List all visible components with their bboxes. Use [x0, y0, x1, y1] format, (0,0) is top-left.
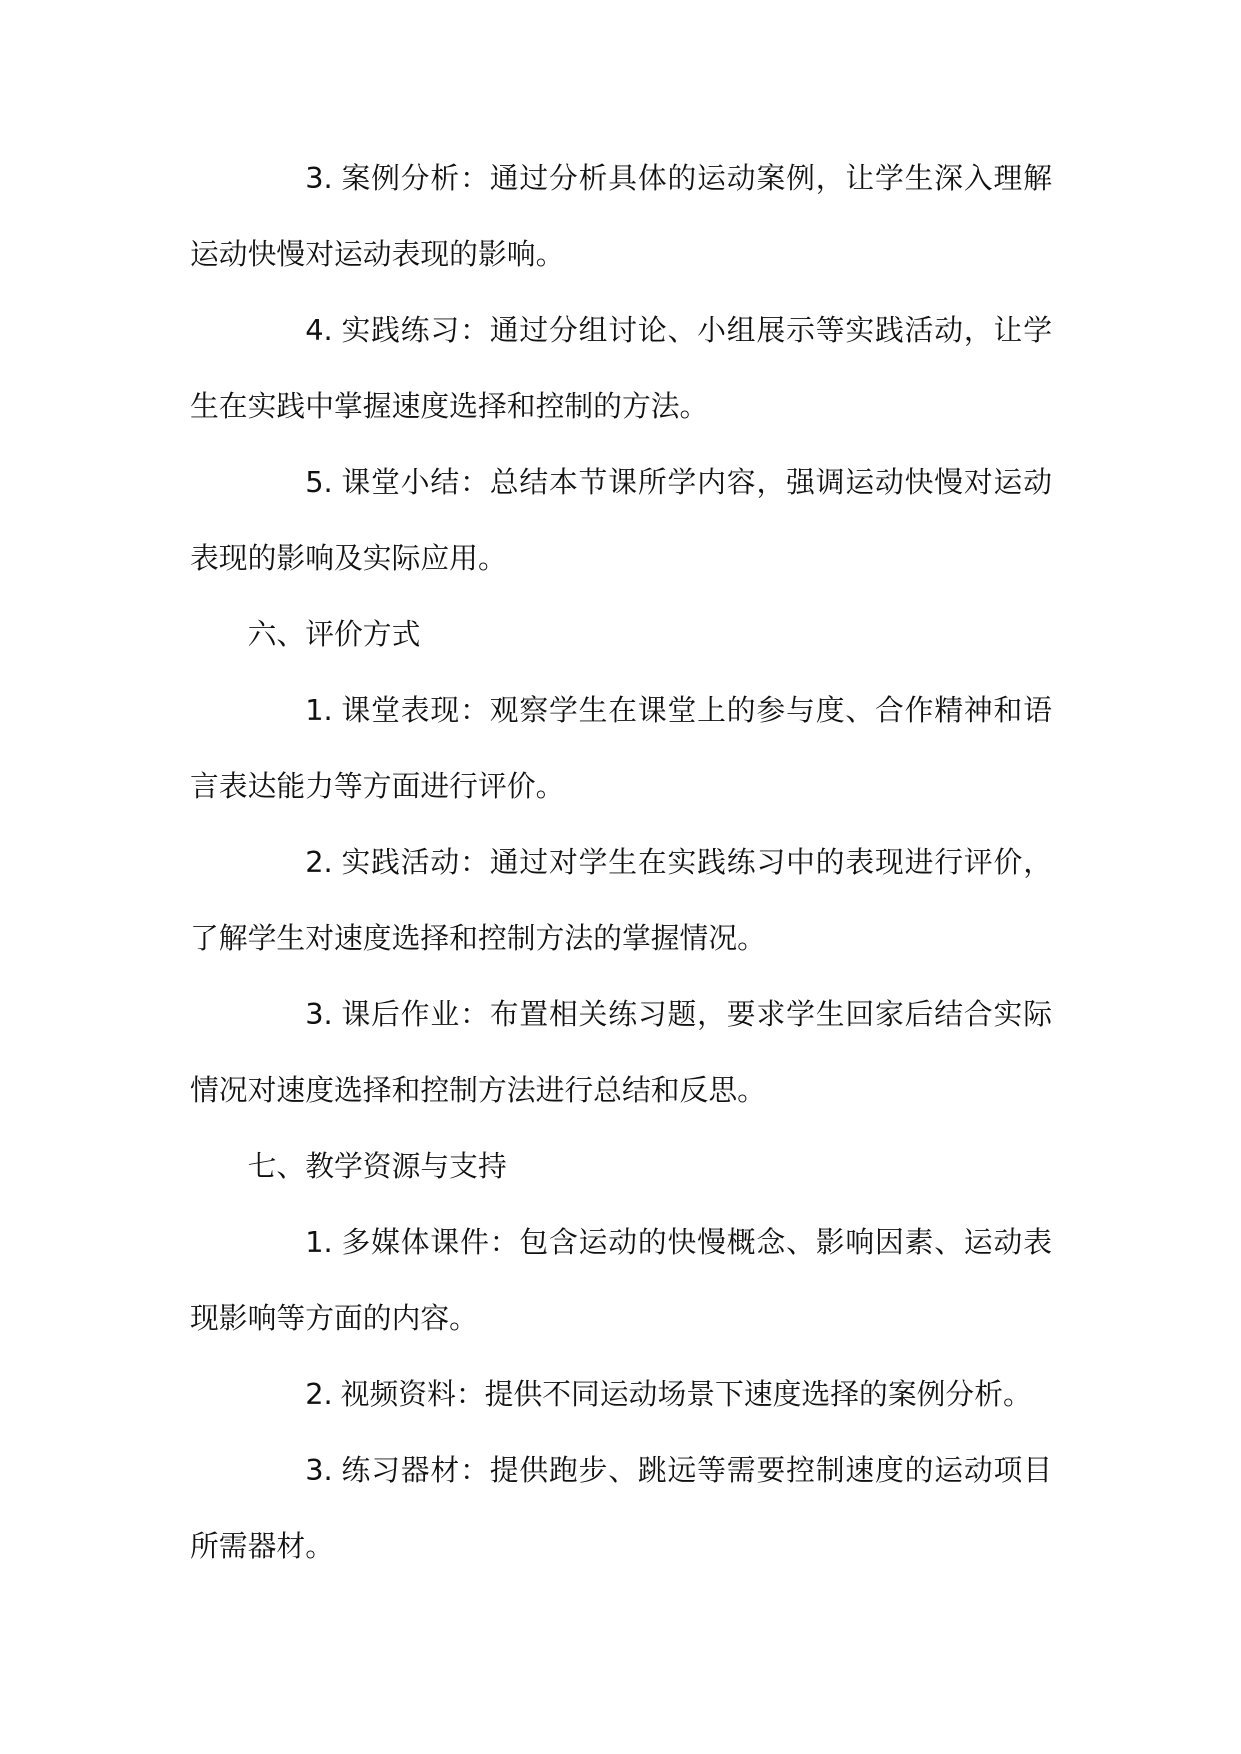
- item-text: 实践活动：通过对学生在实践练习中的表现进行评价，了解学生对速度选择和控制方法的掌握情况。: [190, 845, 1052, 955]
- item-text: 实践练习：通过分组讨论、小组展示等实践活动，让学生在实践中掌握速度选择和控制的方法。: [190, 313, 1052, 423]
- item-number: 2.: [305, 845, 333, 879]
- item-number: 2.: [305, 1377, 333, 1411]
- item-number: 3.: [305, 997, 333, 1031]
- list-item: [190, 140, 1052, 292]
- list-item: [190, 1432, 1052, 1584]
- item-text: 课堂表现：观察学生在课堂上的参与度、合作精神和语言表达能力等方面进行评价。: [190, 693, 1052, 803]
- list-item: [190, 824, 1052, 976]
- item-number: 1.: [305, 1225, 333, 1259]
- list-item: [190, 444, 1052, 596]
- list-item: [190, 976, 1052, 1128]
- list-item: [190, 1204, 1052, 1356]
- section-heading-evaluation: 六、评价方式: [247, 617, 421, 651]
- list-item: [190, 672, 1052, 824]
- item-text: 多媒体课件：包含运动的快慢概念、影响因素、运动表现影响等方面的内容。: [190, 1225, 1052, 1335]
- item-number: 4.: [305, 313, 333, 347]
- item-text: 课堂小结：总结本节课所学内容，强调运动快慢对运动表现的影响及实际应用。: [190, 465, 1052, 575]
- item-text: 视频资料：提供不同运动场景下速度选择的案例分析。: [340, 1377, 1032, 1411]
- item-text: 练习器材：提供跑步、跳远等需要控制速度的运动项目所需器材。: [190, 1453, 1052, 1563]
- item-number: 3.: [305, 161, 333, 195]
- document-body: [190, 140, 1052, 1584]
- list-item: [190, 292, 1052, 444]
- item-number: 5.: [305, 465, 333, 499]
- section-heading-resources: 七、教学资源与支持: [247, 1149, 507, 1183]
- item-text: 课后作业：布置相关练习题，要求学生回家后结合实际情况对速度选择和控制方法进行总结和反思。: [190, 997, 1052, 1107]
- list-item: [190, 1356, 1052, 1432]
- item-number: 1.: [305, 693, 333, 727]
- item-text: 案例分析：通过分析具体的运动案例，让学生深入理解运动快慢对运动表现的影响。: [190, 161, 1052, 271]
- item-number: 3.: [305, 1453, 333, 1487]
